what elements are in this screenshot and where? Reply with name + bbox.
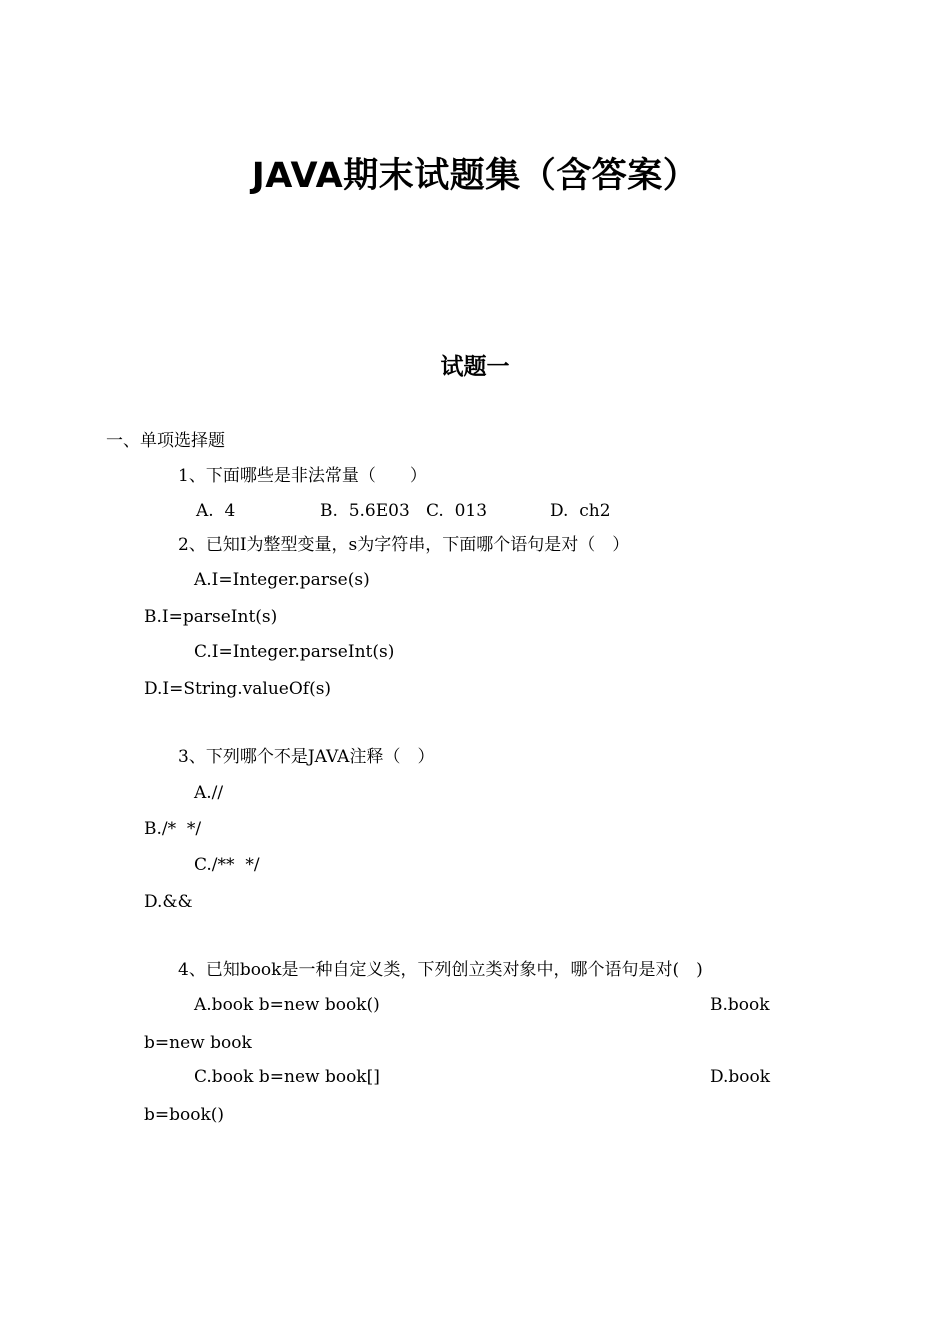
question-1-option-c: C. 013 [426, 501, 488, 521]
question-2-option-d: D.I=String.valueOf(s) [144, 679, 332, 699]
question-3-option-a: A.// [194, 783, 224, 803]
question-4-option-b-continued: b=new book [144, 1033, 252, 1053]
part-heading: 一、单项选择题 [106, 431, 225, 451]
question-2-option-b: B.I=parseInt(s) [144, 607, 278, 627]
question-4-option-d-continued: b=book() [144, 1105, 225, 1125]
question-3-option-c: C./** */ [194, 855, 260, 875]
question-3-stem: 3、下列哪个不是JAVA注释（ ） [178, 747, 435, 767]
question-4-option-a: A.book b=new book() [194, 995, 380, 1015]
question-2-stem: 2、已知I为整型变量，s为字符串，下面哪个语句是对（ ） [178, 535, 630, 555]
document-title: JAVA期末试题集（含答案） [251, 156, 699, 196]
section-title: 试题一 [440, 354, 510, 380]
question-4-option-c: C.book b=new book[] [194, 1067, 380, 1087]
question-2-option-c: C.I=Integer.parseInt(s) [194, 642, 395, 662]
question-1-stem: 1、下面哪些是非法常量（ ） [178, 466, 427, 486]
question-1-option-b: B. 5.6E03 [320, 501, 410, 521]
question-4-option-b: B.book [710, 995, 770, 1015]
question-3-option-b: B./* */ [144, 819, 202, 839]
question-2-option-a: A.I=Integer.parse(s) [194, 570, 370, 590]
question-4-stem: 4、已知book是一种自定义类，下列创立类对象中，哪个语句是对( ) [178, 960, 703, 980]
question-3-option-d: D.&& [144, 892, 193, 912]
question-4-option-d: D.book [710, 1067, 771, 1087]
question-1-option-a: A. 4 [196, 501, 236, 521]
question-1-option-d: D. ch2 [550, 501, 611, 521]
